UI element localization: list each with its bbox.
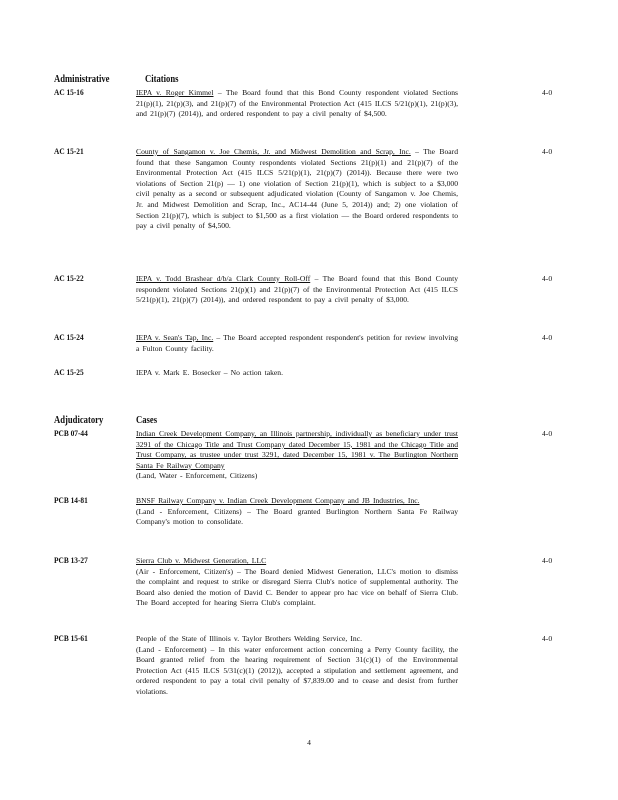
case-description	[136, 333, 458, 354]
section-subheading-citations: Citations	[145, 74, 179, 85]
case-docket-number: PCB 07-44	[54, 429, 88, 438]
page-number: 4	[307, 738, 311, 747]
case-caption: County of Sangamon v. Joe Chemis, Jr. and Midwest Demolition and Scrap, Inc.	[136, 147, 411, 156]
case-vote: 4-0	[542, 333, 553, 342]
case-vote: 4-0	[542, 634, 553, 643]
case-docket-number: PCB 13-27	[54, 556, 88, 565]
case-vote: 4-0	[542, 429, 553, 438]
case-description	[136, 88, 458, 120]
case-vote: 4-0	[542, 88, 553, 97]
case-docket-number: AC 15-25	[54, 368, 84, 377]
section-heading-adjudicatory: Adjudicatory	[54, 415, 104, 426]
case-summary: (Land - Enforcement) – In this water enforcement action concerning a Perry County facility, the Board granted relief from the hearing requirement of Section 31(c)(1) of the Environmental Protection Act (415 ILCS 5/31(c)(1) (2012)), accepted a stipulation and settlement agreement, and ordered respondent to pay a total civil penalty of $7,839.00 and to cease and desist from further violations.	[136, 644, 458, 696]
case-caption: Sierra Club v. Midwest Generation, LLC	[136, 556, 267, 565]
case-caption: BNSF Railway Company v. Indian Creek Development Company and JB Industries, Inc.	[136, 496, 420, 505]
case-summary: – No action taken.	[220, 368, 283, 377]
case-summary: (Land, Water - Enforcement, Citizens)	[136, 471, 258, 481]
case-summary: – The Board accepted respondent respondent's petition for review involving a Fulton County facility.	[136, 333, 458, 353]
case-summary: – The Board found that this Bond County respondent violated Sections 21(p)(1) and 21(p)(7) of the Environmental Protection Act (415 ILCS 5/21(p)(1), 21(p)(7) (2014)), and ordered respondent to pay a civil penalty of $3,000.	[136, 274, 458, 305]
case-vote: 4-0	[542, 274, 553, 283]
case-caption: People of the State of Illinois v. Taylor Brothers Welding Service, Inc.	[136, 634, 362, 643]
case-docket-number: AC 15-22	[54, 274, 84, 283]
case-caption: IEPA v. Sean's Tap, Inc.	[136, 333, 214, 342]
case-docket-number: PCB 14-81	[54, 496, 88, 505]
case-caption: IEPA v. Roger Kimmel	[136, 88, 214, 97]
case-description	[136, 274, 458, 306]
case-summary: – The Board found that these Sangamon County respondents violated Sections 21(p)(1) and 21(p)(7) of the Environmental Protection Act (415 ILCS 5/21(p)(1), 21(p)(7) (2014)). Because there were two violations of Section 21(p) — 1) one violation of Section 21(p)(1), which is subject to a $3,000 civil penalty as a second or subsequent adjudicated violation (County of Sangamon v. Joe Chemis, Jr. and Midwest Demolition and Scrap, Inc., AC14-44 (June 5, 2014)) and; 2) one violation of Section 21(p)(7), which is subject to $1,500 as a first violation — the Board ordered respondents to pay a civil penalty of $4,500.	[136, 147, 458, 231]
case-description	[136, 147, 458, 232]
case-description	[136, 556, 458, 609]
case-description	[136, 634, 458, 698]
case-docket-number: AC 15-24	[54, 333, 84, 342]
case-summary: (Land - Enforcement, Citizens) – The Board granted Burlington Northern Santa Fe Railway Company's motion to consolidate.	[136, 506, 458, 527]
case-docket-number: AC 15-21	[54, 147, 84, 156]
section-heading-administrative: Administrative	[54, 74, 110, 85]
section-subheading-cases: Cases	[136, 415, 158, 426]
case-caption: IEPA v. Mark E. Bosecker	[136, 368, 221, 377]
case-caption: IEPA v. Todd Brashear d/b/a Clark County Roll-Off	[136, 274, 311, 283]
case-summary: (Air - Enforcement, Citizen's) – The Board denied Midwest Generation, LLC's motion to dismiss the complaint and request to strike or disregard Sierra Club's notice of supplemental authority. The Board also denied the motion of David C. Bender to appear pro hac vice on behalf of Sierra Club. The Board accepted for hearing Sierra Club's complaint.	[136, 566, 458, 608]
case-description	[136, 368, 458, 379]
case-description	[136, 429, 458, 482]
case-vote: 4-0	[542, 147, 553, 156]
case-docket-number: AC 15-16	[54, 88, 84, 97]
case-docket-number: PCB 15-61	[54, 634, 88, 643]
case-summary: – The Board found that this Bond County respondent violated Sections 21(p)(1), 21(p)(3), and 21(p)(7) of the Environmental Protection Act (415 ILCS 5/21(p)(1), 21(p)(3), and 21(p)(7) (2014)), and ordered respondent to pay a civil penalty of $4,500.	[136, 88, 458, 119]
case-vote: 4-0	[542, 556, 553, 565]
case-caption: Indian Creek Development Company, an Illinois partnership, individually as beneficiary under trust 3291 of the Chicago Title and Trust Company dated December 15, 1981 and the Chicago Title and Trust Company, as trustee under trust 3291, dated December 15, 1981 v. The Burlington Northern Santa Fe Railway Company	[136, 429, 458, 470]
case-description	[136, 496, 458, 528]
